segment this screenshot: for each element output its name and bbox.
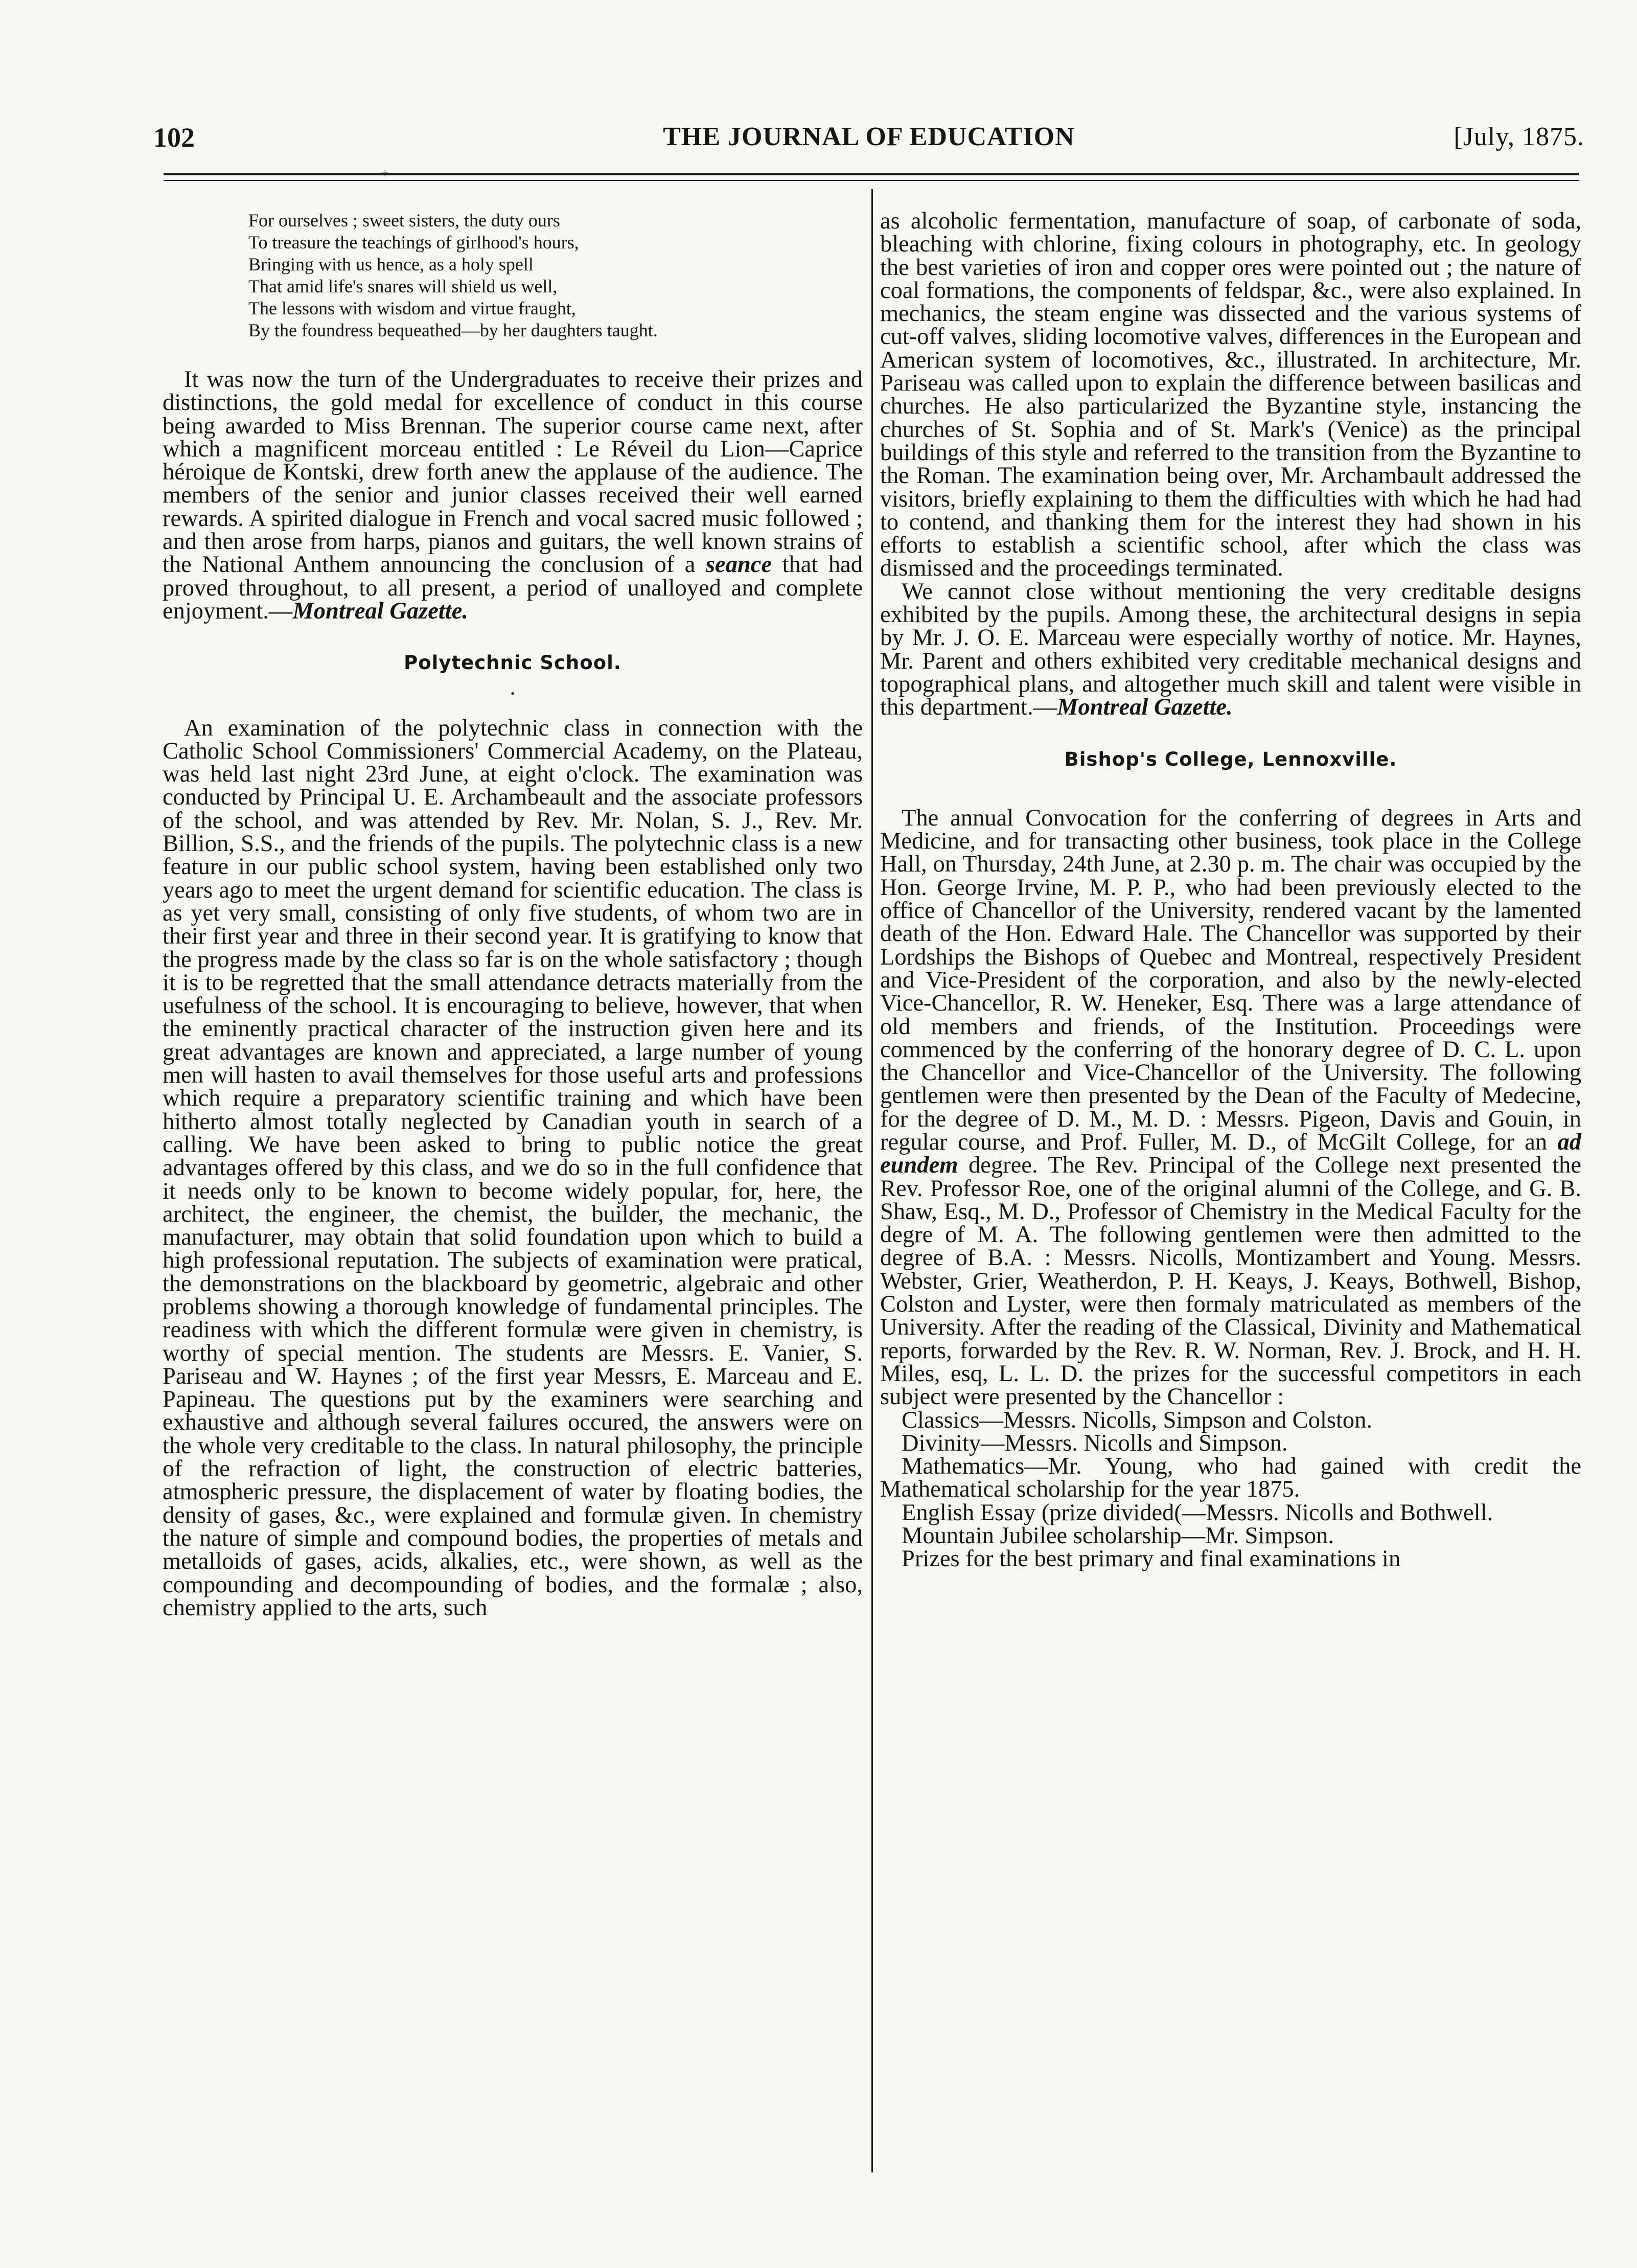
heading-ornament: • [511,686,515,700]
prize-item: Mountain Jubilee scholarship—Mr. Simpson. [902,1523,1334,1549]
continued-paragraph: as alcoholic fermentation, manufacture of soap, of carbonate of soda, bleaching with chlorine, fixing colours in photography, etc. In geology the best varieties of iron and copper ores were pointed out ; the nature of coal formations, the components of feldspar, &c., were also explained. In mechanics, the steam engine was dissected and the various systems of cut-off valves, sliding locomotive valves, differences in the European and American system of locomotives, &c., illustrated. In architecture, Mr. Pariseau was called upon to explain the difference between basilicas and churches. He also particularized the Byzantine style, instancing the churches of St. Sophia and of St. Mark's (Venice) as the principal buildings of this style and referred to the transition from the Byzantine to the Roman. The examination being over, Mr. Archambault addressed the visitors, briefly explaining to them the difficulties with which he had had to contend, and thanking them for the interest they had shown in his efforts to establish a scientific school, after which the class was dismissed and the proceedings terminated. [880,208,1581,582]
poem-line: That amid life's snares will shield us well, [248,276,558,296]
italic-phrase: ad eundem [880,1129,1581,1179]
header-rule-thin [164,180,1579,181]
paragraph-text: that had proved throughout, to all present, a period of unalloyed and complete enjoyment.— [163,552,863,624]
polytechnic-paragraph: An examination of the polytechnic class in connection with the Catholic School Commissioners' Commercial Academy, on the Plateau, was held last night 23rd June, at eight o'clock. The examination was conducted by Principal U. E. Archambeault and the associate professors of the school, and was attended by Rev. Mr. Nolan, S. J., Rev. Mr. Billion, S.S., and the friends of the pupils. The polytechnic class is a new feature in our public school system, having been established only two years ago to meet the urgent demand for scientific education. The class is as yet very small, consisting of only five students, of whom two are in their first year and three in their second year. It is gratifying to know that the progress made by the class so far is on the whole satisfactory ; though it is to be regretted that the small attendance detracts materially from the usefulness of the school. It is encouraging to believe, however, that when the eminently practical character of the instruction given here and its great advantages are known and appreciated, a large number of young men will hasten to avail themselves for those useful arts and professions which require a preparatory scientific training and which have been hitherto almost totally neglected by Canadian youth in search of a calling. We have been asked to bring to public notice the great advantages offered by this class, and we do so in the full confidence that it needs only to be known to become widely popular, for, here, the architect, the engineer, the chemist, the builder, the mechanic, the manufacturer, may obtain that solid foundation upon which to build a high professional reputation. The subjects of examination were pratical, the demonstrations on the blackboard by geometric, algebraic and other problems showing a thorough knowledge of fundamental principles. The readiness with which the different formulæ were given in chemistry, is worthy of special mention. The students are Messrs. E. Vanier, S. Pariseau and W. Haynes ; of the first year Messrs, E. Marceau and E. Papineau. The questions put by the examiners were searching and exhaustive and although several failures occured, the answers were on the whole very creditable to the class. In natural philosophy, the principle of the refraction of light, the construction of electric batteries, atmospheric pressure, the displacement of water by floating bodies, the density of gases, &c., were explained and formulæ given. In chemistry the nature of simple and compound bodies, the properties of metals and metalloids of gases, acids, alkalies, etc., were shown, as well as the compounding and decompounding of bodies, and the formalæ ; also, chemistry applied to the arts, such [163,715,863,1621]
page-number: 102 [153,122,195,153]
prize-item: Mathematics—Mr. Young, who had gained with credit the Mathematical scholarship for the year 1875. [880,1453,1581,1503]
prize-item: Prizes for the best primary and final examinations in [902,1546,1401,1572]
prize-item: English Essay (prize divided(—Messrs. Nicolls and Bothwell. [902,1499,1493,1526]
heading-spacer [880,771,1581,807]
left-column [163,210,863,1619]
source-citation: Montreal Gazette. [1057,694,1233,721]
poem-line: Bringing with us hence, as a holy spell [248,254,534,274]
journal-title: THE JOURNAL OF EDUCATION [663,122,1075,151]
poem-stanza [248,210,863,341]
source-citation: Montreal Gazette. [292,598,468,624]
paragraph-text: We cannot close without mentioning the very creditable designs exhibited by the pupils. Among these, the architectural designs in sepia by Mr. J. O. E. Marceau were especially worthy of notice. Mr. Haynes, Mr. Parent and others exhibited very creditable mechanical designs and topographical plans, and altogether much skill and talent were visible in this department.— [880,578,1581,721]
paragraph-text: degree. The Rev. Principal of the College next presented the Rev. Professor Roe, one of the original alumni of the College, and G. B. Shaw, Esq., M. D., Professor of Chemistry in the Medical Faculty for the degre of M. A. The following gentlemen were then admitted to the degree of B.A. : Messrs. Nicolls, Montizambert and Young. Messrs. Webster, Grier, Weatherdon, P. H. Keays, J. Keays, Bothwell, Bishop, Colston and Lyster, were then formaly matriculated as members of the University. After the reading of the Classical, Divinity and Mathematical reports, forwarded by the Rev. R. W. Norman, Rev. J. Brock, and H. H. Miles, esq, L. L. D. the prizes for the successful competitors in each subject were presented by the Chancellor : [880,1152,1582,1410]
poem-line: The lessons with wisdom and virtue fraught, [248,298,576,318]
convocation-paragraph [880,807,1581,1409]
paragraph-text: It was now the turn of the Undergraduates to receive their prizes and distinctions, the gold medal for excellence of conduct in this course being awarded to Miss Brennan. The superior course came next, after which a magnificent morceau entitled : Le Réveil du Lion—Caprice héroique de Kontski, drew forth anew the applause of the audience. The members of the senior and junior classes received their well earned rewards. A spirited dialogue in French and vocal sacred music followed ; and then arose from harps, pianos and guitars, the well known strains of the National Anthem announcing the conclusion of a [163,366,863,578]
right-column [880,210,1581,1571]
header-rule-thick [164,173,1579,175]
poem-line: For ourselves ; sweet sisters, the duty ours [248,210,560,231]
rule-ornament: + [381,166,389,180]
column-divider [871,189,873,2172]
paragraph-text: The annual Convocation for the conferring of degrees in Arts and Medicine, and for transacting other business, took place in the College Hall, on Thursday, 24th June, at 2.30 p. m. The chair was occupied by the Hon. George Irvine, M. P. P., who had been previously elected to the office of Chancellor of the University, rendered vacant by the lamented death of the Hon. Edward Hale. The Chancellor was supported by their Lordships the Bishops of Quebec and Montreal, respectively President and Vice-President of the corporation, and also by the newly-elected Vice-Chancellor, R. W. Heneker, Esq. There was a large attendance of old members and friends, of the Institution. Proceedings were commenced by the conferring of the honorary degree of D. C. L. upon the Chancellor and Vice-Chancellor of the University. The following gentlemen were then presented by the Dean of the Faculty of Medecine, for the degree of D. M., M. D. : Messrs. Pigeon, Davis and Gouin, in regular course, and Prof. Fuller, M. D., of McGilt College, for an [880,805,1581,1155]
prize-item: Divinity—Messrs. Nicolls and Simpson. [902,1430,1288,1456]
issue-date: [July, 1875. [1454,122,1584,151]
prize-item: Classics—Messrs. Nicolls, Simpson and Colston. [902,1407,1373,1433]
section-heading-polytechnic: Polytechnic School. [404,652,621,674]
section-heading-bishops-college: Bishop's College, Lennoxville. [1064,748,1397,770]
poem-line: To treasure the teachings of girlhood's hours, [248,232,579,253]
designs-paragraph [880,580,1581,719]
italic-word: seance [705,552,772,578]
page-header [153,122,1584,163]
undergraduates-paragraph [163,368,863,623]
prize-list [880,1409,1581,1571]
poem-line: By the foundress bequeathed—by her daughters taught. [248,320,658,340]
